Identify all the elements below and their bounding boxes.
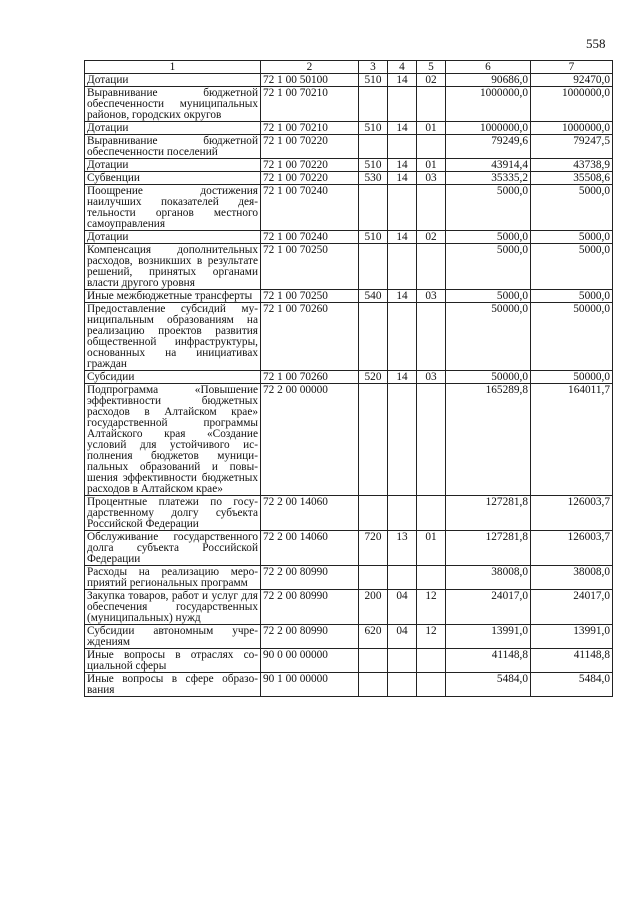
- row-value-7: 126003,7: [531, 531, 613, 566]
- row-value-7: 126003,7: [531, 496, 613, 531]
- row-name: Дотации: [85, 74, 261, 87]
- row-code: 72 1 00 70220: [261, 135, 359, 159]
- table-row: [85, 290, 613, 303]
- row-col3: 510: [359, 159, 388, 172]
- row-code: 90 0 00 00000: [261, 649, 359, 673]
- row-col3: [359, 244, 388, 290]
- table-row: [85, 531, 613, 566]
- row-value-7: 35508,6: [531, 172, 613, 185]
- table-row: [85, 159, 613, 172]
- row-col5: [417, 135, 446, 159]
- row-value-6: 13991,0: [446, 625, 531, 649]
- row-value-6: 50000,0: [446, 371, 531, 384]
- row-value-6: 5484,0: [446, 673, 531, 697]
- row-value-7: 5000,0: [531, 290, 613, 303]
- row-col3: 620: [359, 625, 388, 649]
- row-name: Субсидии автономным учреждениям: [85, 625, 261, 649]
- row-value-6: 43914,4: [446, 159, 531, 172]
- row-col3: 540: [359, 290, 388, 303]
- row-name: Поощрение достижения наилучших показателей деятельности органов местного самоуправления: [85, 185, 261, 231]
- row-value-6: 127281,8: [446, 496, 531, 531]
- row-value-7: 13991,0: [531, 625, 613, 649]
- table-row: [85, 371, 613, 384]
- budget-table: [84, 60, 613, 697]
- table-row: [85, 384, 613, 496]
- row-name: Иные межбюджетные трансферты: [85, 290, 261, 303]
- row-code: 72 2 00 80990: [261, 625, 359, 649]
- row-col4: [388, 673, 417, 697]
- row-col5: [417, 673, 446, 697]
- row-col5: 02: [417, 231, 446, 244]
- row-col3: [359, 135, 388, 159]
- row-col3: 200: [359, 590, 388, 625]
- row-col3: [359, 649, 388, 673]
- row-value-7: 5484,0: [531, 673, 613, 697]
- row-col3: [359, 303, 388, 371]
- row-col5: [417, 185, 446, 231]
- page-number: 558: [586, 36, 606, 51]
- row-col5: [417, 384, 446, 496]
- row-col3: 520: [359, 371, 388, 384]
- row-value-6: 90686,0: [446, 74, 531, 87]
- row-name: Дотации: [85, 159, 261, 172]
- row-col5: 03: [417, 290, 446, 303]
- row-col5: [417, 496, 446, 531]
- row-col3: [359, 496, 388, 531]
- row-col3: 510: [359, 74, 388, 87]
- row-name: Обслуживание государственного долга субъекта Российской Федерации: [85, 531, 261, 566]
- row-name: Иные вопросы в сфере образования: [85, 673, 261, 697]
- row-col5: [417, 87, 446, 122]
- row-value-7: 5000,0: [531, 244, 613, 290]
- row-value-7: 24017,0: [531, 590, 613, 625]
- row-value-7: 50000,0: [531, 371, 613, 384]
- row-col4: 14: [388, 74, 417, 87]
- row-value-6: 79249,6: [446, 135, 531, 159]
- table-row: [85, 625, 613, 649]
- row-col4: [388, 185, 417, 231]
- row-value-7: 1000000,0: [531, 87, 613, 122]
- row-value-7: 38008,0: [531, 566, 613, 590]
- column-header: 3: [359, 61, 388, 74]
- row-code: 72 1 00 70240: [261, 231, 359, 244]
- row-col4: [388, 87, 417, 122]
- row-col4: 14: [388, 371, 417, 384]
- row-value-7: 41148,8: [531, 649, 613, 673]
- row-name: Иные вопросы в отраслях социальной сферы: [85, 649, 261, 673]
- row-name: Компенсация дополнительных расходов, возникших в результате решений, принятых органами власти другого уровня: [85, 244, 261, 290]
- row-value-7: 92470,0: [531, 74, 613, 87]
- row-col5: 12: [417, 625, 446, 649]
- row-value-7: 5000,0: [531, 231, 613, 244]
- row-name: Субвенции: [85, 172, 261, 185]
- row-col3: [359, 566, 388, 590]
- table-row: [85, 566, 613, 590]
- column-header: 6: [446, 61, 531, 74]
- row-value-7: 164011,7: [531, 384, 613, 496]
- row-value-6: 5000,0: [446, 290, 531, 303]
- row-col4: [388, 135, 417, 159]
- row-name: Дотации: [85, 231, 261, 244]
- table-row: [85, 74, 613, 87]
- table-row: [85, 244, 613, 290]
- row-col3: 510: [359, 231, 388, 244]
- table-row: [85, 649, 613, 673]
- row-value-7: 79247,5: [531, 135, 613, 159]
- row-col4: 14: [388, 290, 417, 303]
- table-row: [85, 303, 613, 371]
- row-value-6: 165289,8: [446, 384, 531, 496]
- row-name: Предоставление субсидий муниципальным образованиям на реализацию проектов развития общественной инфраструктуры, основанных на инициативах граждан: [85, 303, 261, 371]
- table-row: [85, 135, 613, 159]
- row-value-6: 50000,0: [446, 303, 531, 371]
- row-value-7: 43738,9: [531, 159, 613, 172]
- row-code: 72 2 00 00000: [261, 384, 359, 496]
- row-name: Процентные платежи по государственному долгу субъекта Российской Федерации: [85, 496, 261, 531]
- row-col5: 12: [417, 590, 446, 625]
- row-col5: 01: [417, 531, 446, 566]
- row-code: 72 1 00 70210: [261, 87, 359, 122]
- row-value-6: 38008,0: [446, 566, 531, 590]
- row-code: 72 1 00 50100: [261, 74, 359, 87]
- row-value-6: 24017,0: [446, 590, 531, 625]
- row-code: 72 1 00 70220: [261, 172, 359, 185]
- column-header: 5: [417, 61, 446, 74]
- row-code: 90 1 00 00000: [261, 673, 359, 697]
- row-col4: 14: [388, 159, 417, 172]
- column-header: 4: [388, 61, 417, 74]
- row-value-6: 5000,0: [446, 231, 531, 244]
- row-col5: 02: [417, 74, 446, 87]
- row-col4: 13: [388, 531, 417, 566]
- row-col4: 14: [388, 122, 417, 135]
- row-col4: 04: [388, 590, 417, 625]
- row-col4: [388, 244, 417, 290]
- row-code: 72 2 00 14060: [261, 496, 359, 531]
- row-col5: 03: [417, 172, 446, 185]
- row-col3: 510: [359, 122, 388, 135]
- row-col4: [388, 566, 417, 590]
- row-col3: [359, 87, 388, 122]
- table-row: [85, 231, 613, 244]
- row-col4: 04: [388, 625, 417, 649]
- row-value-7: 1000000,0: [531, 122, 613, 135]
- row-value-6: 41148,8: [446, 649, 531, 673]
- table-row: [85, 590, 613, 625]
- table-row: [85, 172, 613, 185]
- row-value-6: 5000,0: [446, 244, 531, 290]
- row-col4: [388, 303, 417, 371]
- row-value-6: 1000000,0: [446, 87, 531, 122]
- row-value-7: 5000,0: [531, 185, 613, 231]
- column-header: 2: [261, 61, 359, 74]
- column-header: 1: [85, 61, 261, 74]
- row-value-6: 1000000,0: [446, 122, 531, 135]
- table-header-row: [85, 61, 613, 74]
- row-col5: 01: [417, 122, 446, 135]
- column-header: 7: [531, 61, 613, 74]
- row-value-6: 127281,8: [446, 531, 531, 566]
- row-code: 72 1 00 70220: [261, 159, 359, 172]
- row-code: 72 1 00 70250: [261, 244, 359, 290]
- row-col5: [417, 303, 446, 371]
- row-name: Дотации: [85, 122, 261, 135]
- row-name: Выравнивание бюджетной обеспеченности муниципальных районов, городских округов: [85, 87, 261, 122]
- table-row: [85, 673, 613, 697]
- row-name: Субсидии: [85, 371, 261, 384]
- row-name: Закупка товаров, работ и услуг для обеспечения государственных (муниципальных) нужд: [85, 590, 261, 625]
- row-col5: 01: [417, 159, 446, 172]
- row-col3: 530: [359, 172, 388, 185]
- row-value-6: 5000,0: [446, 185, 531, 231]
- row-col5: [417, 566, 446, 590]
- row-col4: [388, 649, 417, 673]
- row-value-6: 35335,2: [446, 172, 531, 185]
- row-code: 72 2 00 80990: [261, 590, 359, 625]
- row-col4: 14: [388, 231, 417, 244]
- row-col5: [417, 649, 446, 673]
- row-code: 72 2 00 80990: [261, 566, 359, 590]
- row-col3: [359, 185, 388, 231]
- row-col4: [388, 384, 417, 496]
- row-name: Подпрограмма «Повышение эффективности бюджетных расходов в Алтайском крае» государственной программы Алтайского края «Создание условий для устойчивого исполнения бюджетов муниципальных образований и повышения эффективности бюджетных расходов в Алтайском крае»: [85, 384, 261, 496]
- row-col3: [359, 673, 388, 697]
- row-col3: [359, 384, 388, 496]
- row-col4: [388, 496, 417, 531]
- table-row: [85, 122, 613, 135]
- row-name: Расходы на реализацию мероприятий региональных программ: [85, 566, 261, 590]
- table-row: [85, 496, 613, 531]
- row-code: 72 2 00 14060: [261, 531, 359, 566]
- row-code: 72 1 00 70240: [261, 185, 359, 231]
- table-row: [85, 185, 613, 231]
- row-code: 72 1 00 70260: [261, 303, 359, 371]
- row-name: Выравнивание бюджетной обеспеченности поселений: [85, 135, 261, 159]
- row-value-7: 50000,0: [531, 303, 613, 371]
- row-col5: 03: [417, 371, 446, 384]
- row-col5: [417, 244, 446, 290]
- table-row: [85, 87, 613, 122]
- row-col3: 720: [359, 531, 388, 566]
- row-code: 72 1 00 70260: [261, 371, 359, 384]
- row-code: 72 1 00 70210: [261, 122, 359, 135]
- row-code: 72 1 00 70250: [261, 290, 359, 303]
- row-col4: 14: [388, 172, 417, 185]
